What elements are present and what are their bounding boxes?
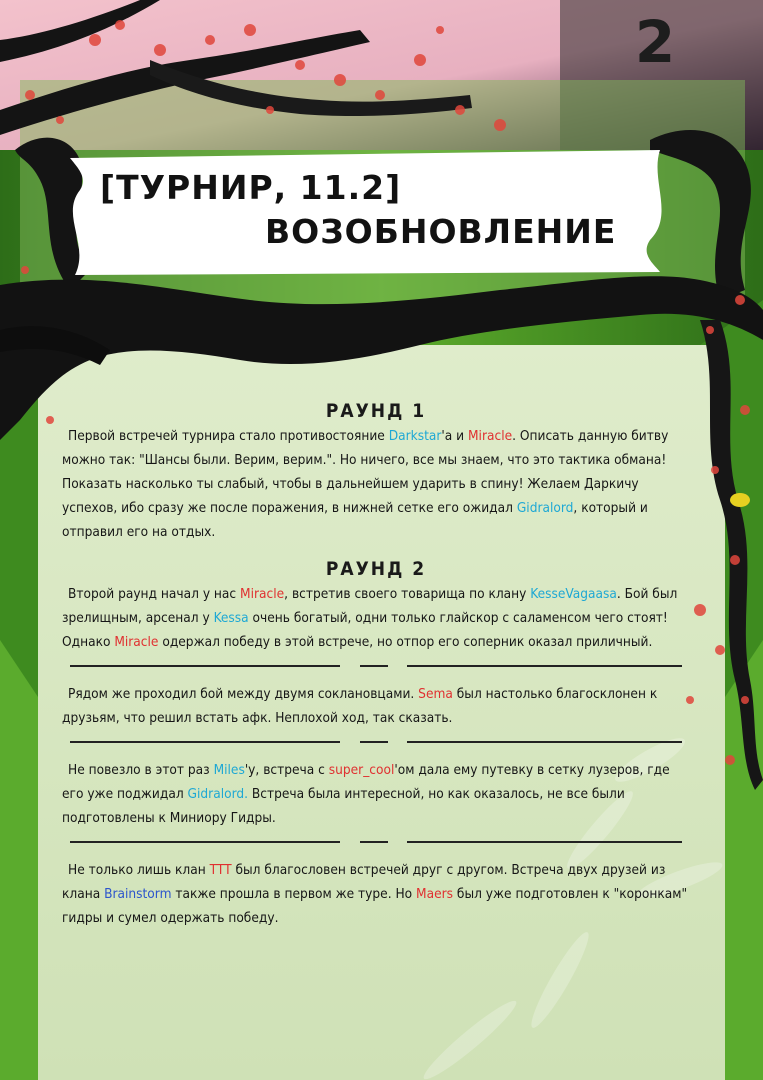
- player-name: Brainstorm: [104, 886, 172, 902]
- paragraph-text: очень богатый, одни только глайскор с саламенсом чего стоят! Однако: [62, 610, 668, 650]
- section-divider: [62, 736, 690, 748]
- player-name: Miracle: [240, 586, 285, 602]
- round-1-heading: РАУНД 1: [325, 400, 427, 422]
- player-name: Sema: [418, 686, 453, 702]
- paragraph-text: Второй раунд начал у нас: [68, 586, 241, 602]
- round-1-paragraph-1: [62, 424, 690, 544]
- player-name: Darkstar: [388, 428, 442, 444]
- paragraph-text: также прошла в первом же туре. Но: [171, 886, 417, 902]
- section-divider: [62, 836, 690, 848]
- player-name: Maers: [416, 886, 454, 902]
- player-name: TTT: [209, 862, 232, 878]
- round-2-paragraph-4: [62, 858, 690, 930]
- round-2-heading: РАУНД 2: [325, 558, 427, 580]
- player-name: Gidralord.: [187, 786, 249, 802]
- player-name: Gidralord: [516, 500, 574, 516]
- player-name: Kessa: [213, 610, 249, 626]
- round-2-paragraph-1: [62, 582, 690, 654]
- article-content: [62, 398, 690, 930]
- paragraph-text: одержал победу в этой встрече, но отпор его соперник оказал приличный.: [158, 634, 653, 650]
- paragraph-text: был настолько благосклонен к друзьям, что решил встать афк. Неплохой ход, так сказать.: [62, 686, 658, 726]
- player-name: Miracle: [114, 634, 159, 650]
- paragraph-text: 'у, встреча с: [244, 762, 329, 778]
- round-2-paragraph-3: [62, 758, 690, 830]
- paragraph-text: 'а и: [441, 428, 468, 444]
- paragraph-text: , который и отправил его на отдых.: [62, 500, 648, 540]
- paragraph-text: Встреча была интересной, но как оказалось, не все были подготовлены к Миниору Гидры.: [62, 786, 625, 826]
- player-name: Miracle: [468, 428, 513, 444]
- section-divider: [62, 660, 690, 672]
- paragraph-text: Не повезло в этот раз: [68, 762, 214, 778]
- paragraph-text: , встретив своего товарища по клану: [284, 586, 531, 602]
- player-name: KesseVagaasa: [530, 586, 617, 602]
- bird: [730, 493, 750, 507]
- paragraph-text: . Описать данную битву можно так: "Шансы были. Верим, верим.". Но ничего, все мы знаем, что это тактика обмана! Показать насколько ты слабый, чтобы в дальнейшем ударить в спину! Желаем Даркичу успехов, ибо сразу же после поражения, в нижней сетке его ожидал: [62, 428, 669, 516]
- page-number: 2: [634, 8, 676, 76]
- paragraph-text: Не только лишь клан: [68, 862, 210, 878]
- paragraph-text: Рядом же проходил бой между двумя соклановцами.: [68, 686, 419, 702]
- player-name: super_cool: [328, 762, 395, 778]
- title-resumption: ВОЗОБНОВЛЕНИЕ: [265, 212, 617, 251]
- paragraph-text: был благословен встречей друг с другом. Встреча двух друзей из клана: [62, 862, 666, 902]
- paragraph-text: 'ом дала ему путевку в сетку лузеров, где его уже поджидал: [62, 762, 670, 802]
- title-tournament: [ТУРНИР, 11.2]: [100, 168, 402, 207]
- paragraph-text: Первой встречей турнира стало противостояние: [68, 428, 389, 444]
- paragraph-text: был уже подготовлен к "коронкам" гидры и сумел одержать победу.: [62, 886, 688, 926]
- player-name: Miles: [213, 762, 245, 778]
- paragraph-text: . Бой был зрелищным, арсенал у: [62, 586, 678, 626]
- round-2-paragraph-2: [62, 682, 690, 730]
